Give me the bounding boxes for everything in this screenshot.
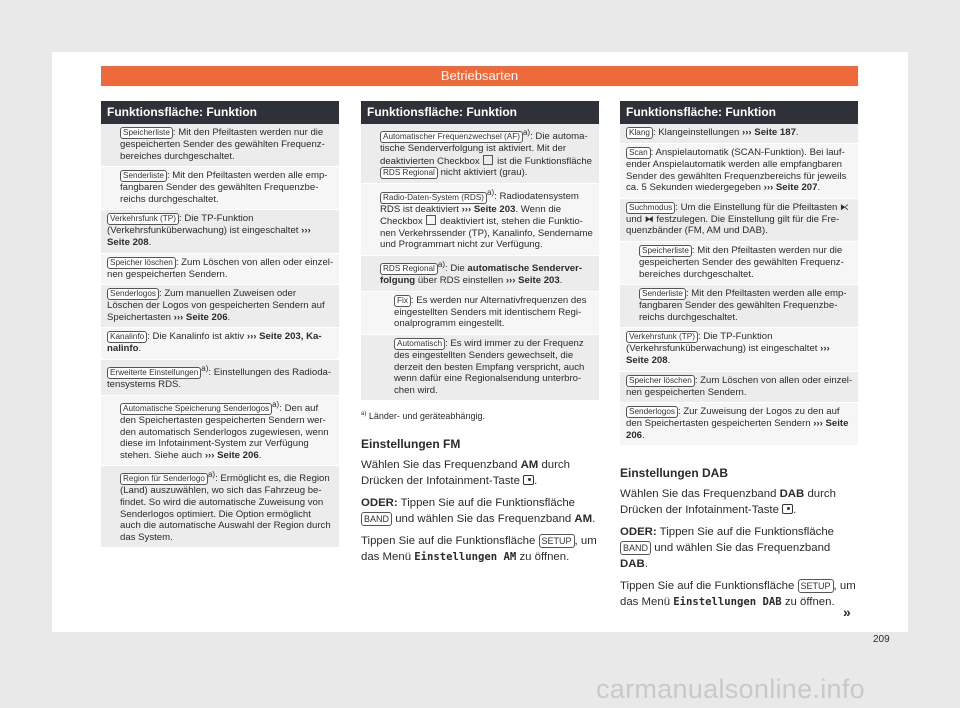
footnote-mark: a) [487, 188, 495, 198]
row-text: : Die Kanalinfo ist aktiv [147, 331, 245, 343]
page-reference: ››› Seite 208 [626, 343, 830, 366]
function-key: Verkehrsfunk (TP) [107, 213, 179, 225]
page-number: 209 [873, 634, 890, 645]
function-key: RDS Regional [380, 263, 438, 275]
para-text: zu öffnen. [519, 551, 570, 564]
para-text: und wählen Sie das Frequenzband [654, 542, 831, 555]
setup-key: SETUP [798, 579, 834, 593]
row-text: festzulegen. Die Einstellung gilt für die Frequenzbänder (FM, AM und DAB). [626, 213, 840, 237]
para-text: Tippen Sie auf die Funktionsfläche [620, 580, 795, 593]
table-row [361, 124, 599, 184]
row-text: : Anspielautomatik (SCAN-Funktion). Bei laufender Anspielautomatik werden alle empfangbaren Sender des gewählten Frequenzbereichs für jeweils ca. 5 Sekunden wiedergegeben [626, 147, 847, 194]
function-key: Senderliste [120, 170, 167, 182]
section-heading: Einstellungen FM [361, 437, 461, 452]
row-text: : Zum manuellen Zuweisen oder Löschen der Logos von gespeicherten Sendern auf Speichertasten [107, 288, 325, 323]
function-key: Senderliste [639, 288, 686, 300]
para-text: und wählen Sie das Frequenzband [395, 513, 572, 526]
para-text: Wählen Sie das Frequenzband [620, 488, 777, 501]
seek-forward-icon: ⧔ [840, 201, 850, 212]
table-row [361, 292, 599, 335]
row-text: . [138, 343, 142, 355]
row-bold-text: automatische Senderverfolgung [380, 263, 583, 287]
para-text: durch Drücken der Infotainment-Taste [620, 488, 836, 517]
page-reference: ››› Seite 187 [742, 127, 796, 138]
row-text: . [148, 236, 152, 248]
row-text: : Zur Zuweisung der Logos zu den auf den Speichertasten gespeicherten Sendern [626, 406, 840, 430]
function-key: Senderlogos [107, 288, 159, 300]
function-key: Scan [626, 147, 651, 159]
table-row [101, 466, 339, 548]
para-text: , um das Menü [361, 535, 597, 564]
function-key: Speicher löschen [107, 257, 176, 269]
seek-back-icon: ⧓ [644, 213, 654, 224]
table-row [101, 360, 339, 396]
table-row [620, 199, 858, 242]
row-text: . [817, 182, 821, 194]
row-text: über RDS einstellen [417, 275, 504, 287]
table-row [101, 285, 339, 328]
para-text: zu öffnen. [784, 596, 835, 609]
function-key: Automatische Speicherung Senderlogos [120, 403, 272, 415]
table-row [101, 124, 339, 167]
para-text: durch Drücken der Infotainment-Taste [361, 459, 570, 488]
table-row [361, 335, 599, 401]
function-key: Suchmodus [626, 202, 675, 214]
row-text: : Zum Löschen von allen oder einzelnen gespeicherten Sendern. [107, 256, 334, 280]
radio-icon [523, 475, 534, 485]
paragraph [361, 533, 599, 565]
footnote-mark: a) [272, 399, 280, 409]
para-text: , um das Menü [620, 580, 856, 609]
continue-mark: » [843, 604, 851, 620]
paragraph: Wählen Sie das Frequenzband AM durch Drücken der Infotainment-Taste . [361, 459, 570, 488]
row-text: : Einstellungen des Radiodatensystems RDS. [107, 367, 332, 391]
footnote-text: Länder- und geräteabhängig. [368, 411, 485, 422]
row-text: : Mit den Pfeiltasten werden alle empfangbaren Sender des gewählten Frequenzbereichs durchgeschaltet. [639, 288, 847, 323]
row-text: . [667, 354, 671, 366]
para-bold: AM [520, 459, 539, 472]
section-banner: Betriebsarten [101, 66, 858, 86]
footnote-mark: a) [361, 411, 367, 418]
para-bold: DAB [779, 488, 805, 501]
table-row [101, 167, 339, 210]
row-text: . [642, 429, 645, 441]
table-row [620, 285, 858, 328]
page-reference: ››› Seite 208 [107, 225, 311, 248]
row-text: : Zum Löschen von allen oder einzelnen gespeicherten Sendern. [626, 374, 853, 398]
paragraph: ODER: Tippen Sie auf die Funktionsfläche BAND und wählen Sie das Frequenzband DAB. [620, 526, 835, 571]
table-row [620, 403, 858, 446]
function-key: Speicher löschen [626, 375, 695, 387]
menu-name: Einstellungen DAB [673, 596, 782, 609]
page-reference: ››› Seite 203 [505, 275, 560, 287]
table-row [101, 254, 339, 286]
para-text: Tippen Sie auf die Funktionsfläche [659, 526, 835, 539]
band-key: BAND [620, 541, 651, 555]
watermark: carmanualsonline.info [596, 674, 865, 704]
function-key: Radio-Daten-System (RDS) [380, 192, 487, 204]
row-text: : Die TP-Funktion (Verkehrsfunküberwachung) ist eingeschaltet [626, 331, 818, 355]
row-text: : Klangeinstellungen [652, 127, 740, 138]
row-text: ist die Funktionsfläche [497, 155, 592, 167]
row-text: . Wenn die Checkbox [380, 203, 562, 228]
page-reference: ››› Seite 203, Kanalinfo [107, 331, 322, 355]
page-reference: ››› Seite 206 [204, 449, 259, 461]
function-key: Speicherliste [639, 245, 692, 257]
row-text: nicht aktiviert (grau). [440, 167, 528, 179]
table-header: Funktionsfläche: Funktion [101, 101, 339, 124]
para-bold: AM [574, 513, 593, 526]
function-key: Klang [626, 127, 653, 139]
radio-icon [782, 504, 793, 514]
table-row [620, 328, 858, 371]
row-text: : Um die Einstellung für die Pfeiltasten [675, 201, 838, 213]
para-bold: ODER: [361, 497, 398, 510]
row-text: : Den auf den Speichertasten gespeicherten Sendern werden automatisch Senderlogos zugewiesen, wenn diese im Infotainment-System zur Verfügung stehen. Siehe auch [120, 402, 329, 461]
function-key: Automatischer Frequenzwechsel (AF) [380, 131, 523, 143]
row-text: : Es wird immer zu der Frequenz des eingestellten Senders gewechselt, die derzeit den besten Empfang verspricht, auch wenn dafür eine Regionalsendung unterbrochen wird. [394, 337, 585, 396]
function-key: Kanalinfo [107, 331, 147, 343]
para-text: Tippen Sie auf die Funktionsfläche [361, 535, 536, 548]
page-reference: ››› Seite 206 [173, 311, 228, 323]
menu-name: Einstellungen AM [414, 551, 517, 564]
table-row [361, 184, 599, 256]
function-key: Verkehrsfunk (TP) [626, 331, 698, 343]
para-text: Tippen Sie auf die Funktionsfläche [400, 497, 576, 510]
table-row [101, 396, 339, 467]
table-row [620, 124, 858, 144]
row-text: . [227, 311, 231, 323]
paragraph [620, 578, 858, 610]
table-row [101, 328, 339, 360]
paragraph: ODER: Tippen Sie auf die Funktionsfläche BAND und wählen Sie das Frequenzband AM. [361, 497, 596, 526]
table-row [620, 242, 858, 285]
function-table-2 [361, 101, 599, 571]
row-text: . [795, 127, 799, 138]
function-key: Erweiterte Einstellungen [107, 367, 201, 379]
row-text: . [559, 275, 563, 287]
footnote-mark: a) [437, 259, 446, 269]
setup-key: SETUP [539, 534, 575, 548]
row-text: : Die automatische Senderverfolgung ist aktiviert. Mit der deaktivierten Checkbox [380, 131, 588, 167]
row-text: : Es werden nur Alternativfrequenzen des eingestellten Senders mit identischem Regionalprogramm eingestellt. [394, 294, 587, 330]
checkbox-icon [426, 215, 436, 225]
function-key: Senderlogos [626, 406, 678, 418]
row-text: : Mit den Pfeiltasten werden alle empfangbaren Sender des gewählten Frequenzbereichs durchgeschaltet. [120, 170, 328, 205]
row-text: : Die TP-Funktion (Verkehrsfunküberwachung) ist eingeschaltet [107, 213, 299, 237]
function-table-3 [620, 101, 858, 616]
function-key: Speicherliste [120, 127, 173, 139]
para-bold: ODER: [620, 526, 657, 539]
checkbox-icon [483, 155, 493, 165]
table-row [620, 372, 858, 404]
band-key: BAND [361, 512, 392, 526]
function-key: Region für Senderlogo [120, 473, 208, 485]
footnote [361, 411, 599, 421]
para-bold: DAB [620, 558, 645, 571]
row-text: : Mit den Pfeiltasten werden nur die gespeicherten Sender des gewählten Frequenzbereiches durchgeschaltet. [120, 127, 325, 162]
row-text: : Die [445, 263, 465, 275]
page-reference: ››› Seite 206 [626, 418, 849, 441]
paragraph: Wählen Sie das Frequenzband DAB durch Drücken der Infotainment-Taste . [620, 488, 836, 517]
footnote-mark: a) [207, 470, 216, 480]
table-row [101, 210, 339, 253]
section-heading: Einstellungen DAB [620, 466, 729, 481]
row-text: und [626, 213, 643, 225]
function-key: RDS Regional [380, 167, 438, 179]
table-header: Funktionsfläche: Funktion [620, 101, 858, 124]
function-key: Automatisch [394, 338, 445, 350]
row-text: : Ermöglicht es, die Region (Land) auszuwählen, wo sich das Fahrzeug befindet. So wird die automatische Zuweisung von Senderlogos optimiert. Die Option ermöglicht auch die automatische Auswahl der Region durch das System. [120, 473, 331, 543]
para-text: Wählen Sie das Frequenzband [361, 459, 518, 472]
footnote-mark: a) [201, 363, 209, 373]
footnote-mark: a) [522, 128, 531, 137]
row-text: : Radiodatensystem RDS ist deaktiviert [380, 191, 579, 215]
page-reference: ››› Seite 207 [763, 182, 818, 194]
row-text: : Mit den Pfeiltasten werden nur die gespeicherten Sender des gewählten Frequenzbereiches durchgeschaltet. [639, 244, 844, 280]
table-row [361, 256, 599, 292]
row-text: deaktiviert ist, stehen die Funktionen Verkehrssender (TP), Kanalinfo, Sendername und Programmart nicht zur Verfügung. [380, 216, 593, 251]
table-row [620, 144, 858, 199]
function-table-1 [101, 101, 339, 548]
row-text: . [258, 449, 262, 461]
page-reference: ››› Seite 203 [461, 203, 516, 215]
function-key: Fix [394, 295, 411, 307]
table-header: Funktionsfläche: Funktion [361, 101, 599, 124]
